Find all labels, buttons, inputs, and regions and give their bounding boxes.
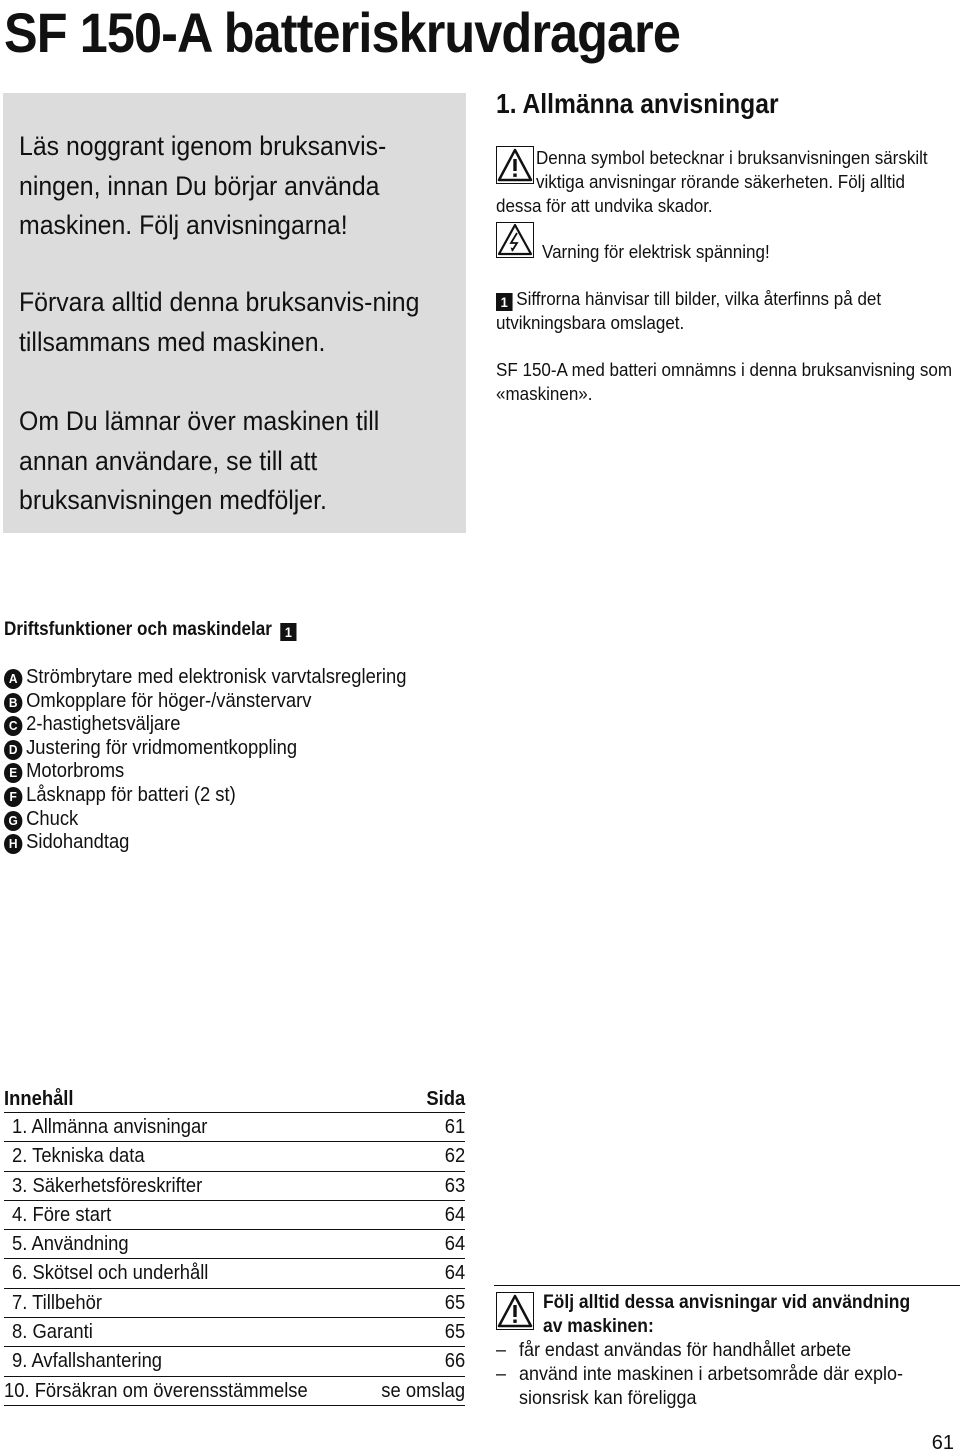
toc-entry-page: se omslag bbox=[381, 1379, 465, 1402]
part-letter-badge: H bbox=[4, 834, 22, 854]
usage-warning-item: använd inte maskinen i arbetsområde där explo-sionsrisk kan föreligga bbox=[519, 1363, 903, 1409]
usage-warning-list bbox=[496, 1338, 960, 1410]
part-label: Justering för vridmomentkoppling bbox=[26, 736, 298, 759]
usage-warning-item: får endast användas för handhållet arbete bbox=[519, 1339, 852, 1361]
warning-triangle-icon bbox=[496, 146, 534, 184]
table-of-contents bbox=[4, 1086, 465, 1406]
figure-reference-text: Siffrorna hänvisar till bilder, vilka återfinns på det utvikningsbara omslaget. bbox=[496, 288, 882, 333]
intro-box bbox=[3, 93, 466, 533]
list-item bbox=[4, 808, 407, 832]
page-number: 61 bbox=[931, 1432, 954, 1454]
toc-entry-label: 9. Avfallshantering bbox=[12, 1350, 163, 1373]
list-item bbox=[4, 666, 407, 690]
usage-warning-title: Följ alltid dessa anvisningar vid användning av maskinen: bbox=[543, 1292, 911, 1337]
table-row bbox=[4, 1142, 465, 1171]
part-label: Strömbrytare med elektronisk varvtalsreglering bbox=[26, 666, 407, 688]
toc-entry-label: 2. Tekniska data bbox=[12, 1145, 145, 1168]
machine-naming-note: SF 150-A med batteri omnämns i denna bruksanvisning som «maskinen». bbox=[496, 359, 953, 404]
toc-entry-page: 66 bbox=[444, 1350, 465, 1373]
section-heading-general: 1. Allmänna anvisningar bbox=[496, 88, 779, 119]
part-letter-badge: B bbox=[4, 693, 22, 713]
toc-entry-label: 1. Allmänna anvisningar bbox=[12, 1116, 208, 1138]
part-letter-badge: A bbox=[4, 669, 22, 689]
toc-entry-page: 63 bbox=[444, 1174, 465, 1197]
toc-entry-page: 65 bbox=[444, 1291, 465, 1314]
toc-entry-page: 64 bbox=[444, 1233, 465, 1256]
parts-heading bbox=[4, 619, 300, 641]
list-item: – får endast användas för handhållet arbete bbox=[496, 1339, 852, 1361]
parts-heading-text: Driftsfunktioner och maskindelar bbox=[4, 619, 272, 640]
toc-entry-label: 5. Användning bbox=[12, 1233, 129, 1256]
toc-entry-page: 64 bbox=[444, 1262, 465, 1285]
toc-heading: Innehåll bbox=[4, 1088, 74, 1110]
part-label: Motorbroms bbox=[26, 760, 125, 783]
list-item: – använd inte maskinen i arbetsområde där explo-sionsrisk kan föreligga bbox=[496, 1363, 903, 1409]
part-letter-badge: E bbox=[4, 763, 22, 783]
toc-entry-label: 3. Säkerhetsföreskrifter bbox=[12, 1174, 203, 1197]
part-letter-badge: D bbox=[4, 740, 22, 760]
list-item bbox=[4, 784, 407, 808]
parts-list bbox=[4, 666, 407, 855]
divider bbox=[494, 1285, 960, 1286]
toc-entry-label: 8. Garanti bbox=[12, 1321, 93, 1344]
warning-symbol-text-cont: dessa för att undvika skador. bbox=[496, 195, 713, 216]
table-row bbox=[4, 1318, 465, 1347]
toc-header bbox=[4, 1086, 465, 1113]
table-row bbox=[4, 1172, 465, 1201]
toc-entry-page: 65 bbox=[444, 1321, 465, 1344]
part-label: Sidohandtag bbox=[26, 831, 130, 854]
part-label: Chuck bbox=[26, 807, 79, 830]
electric-warning-text: Varning för elektrisk spänning! bbox=[542, 241, 770, 262]
toc-entry-label: 7. Tillbehör bbox=[12, 1291, 103, 1314]
figure-reference-note bbox=[496, 287, 960, 335]
list-item bbox=[4, 690, 407, 714]
part-letter-badge: C bbox=[4, 716, 22, 736]
toc-entry-page: 64 bbox=[444, 1203, 465, 1226]
warning-symbol-text: Denna symbol betecknar i bruksanvisningen särskilt viktiga anvisningar rörande säkerheten. Följ alltid bbox=[536, 147, 928, 192]
part-label: 2-hastighetsväljare bbox=[26, 713, 181, 736]
toc-entry-page: 62 bbox=[444, 1145, 465, 1168]
table-row bbox=[4, 1289, 465, 1318]
toc-entry-label: 10. Försäkran om överensstämmelse bbox=[4, 1379, 308, 1402]
table-row bbox=[4, 1201, 465, 1230]
table-row bbox=[4, 1347, 465, 1376]
intro-paragraph-handover: Om Du lämnar över maskinen till annan användare, se till att bruksanvisningen medföljer. bbox=[19, 406, 380, 515]
part-letter-badge: F bbox=[4, 787, 22, 807]
part-label: Låsknapp för batteri (2 st) bbox=[26, 783, 236, 806]
table-row bbox=[4, 1377, 465, 1406]
list-item bbox=[4, 831, 407, 855]
document-title: SF 150-A batteriskruvdragare bbox=[4, 1, 681, 64]
intro-paragraph-read: Läs noggrant igenom bruksanvis-ningen, innan Du börjar använda maskinen. Följ anvisningarna! bbox=[19, 131, 387, 240]
figure-badge: 1 bbox=[496, 293, 513, 311]
list-item bbox=[4, 737, 407, 761]
table-row bbox=[4, 1113, 465, 1142]
electric-hazard-icon bbox=[496, 222, 534, 258]
toc-entry-page: 61 bbox=[444, 1116, 465, 1138]
part-letter-badge: G bbox=[4, 811, 22, 831]
list-item bbox=[4, 713, 407, 737]
warning-triangle-icon bbox=[496, 1292, 534, 1330]
toc-page-column: Sida bbox=[426, 1088, 465, 1110]
toc-entry-label: 6. Skötsel och underhåll bbox=[12, 1262, 209, 1285]
list-item bbox=[4, 760, 407, 784]
table-row bbox=[4, 1259, 465, 1288]
figure-badge: 1 bbox=[280, 623, 296, 641]
part-label: Omkopplare för höger-/vänstervarv bbox=[26, 689, 312, 712]
intro-paragraph-keep: Förvara alltid denna bruksanvis-ning tillsammans med maskinen. bbox=[19, 287, 420, 357]
toc-entry-label: 4. Före start bbox=[12, 1203, 112, 1226]
table-row bbox=[4, 1230, 465, 1259]
